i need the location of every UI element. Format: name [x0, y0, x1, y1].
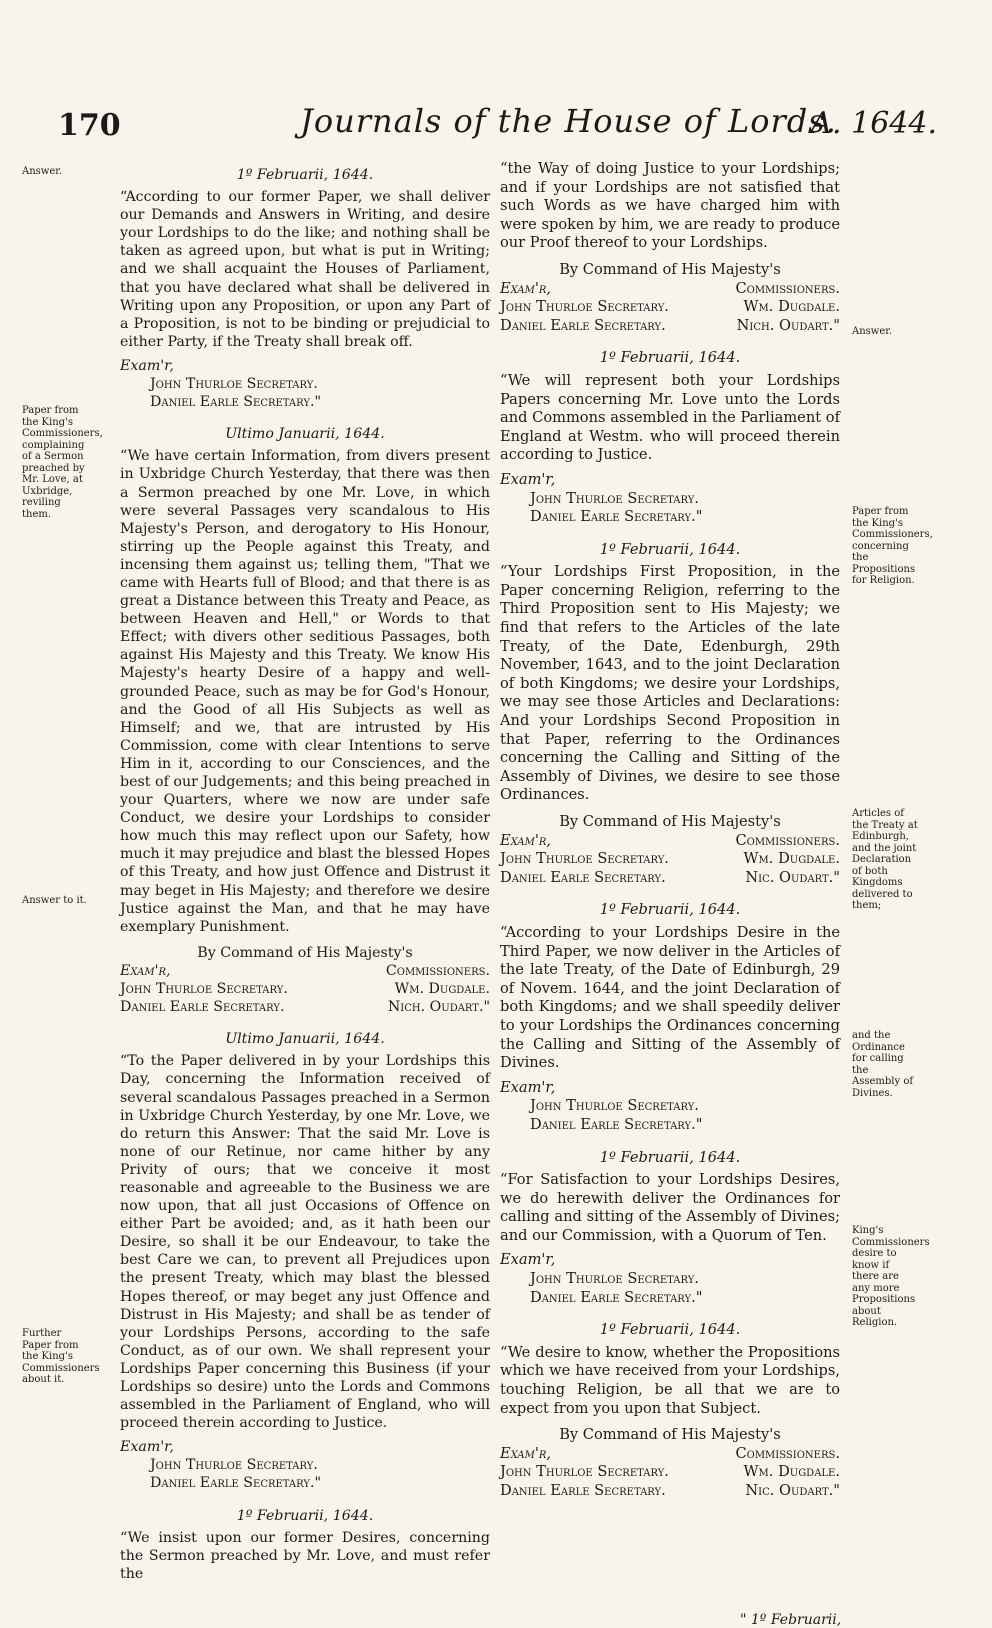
entry-text: “ the Way of doing Justice to your Lordships; and if your Lordships are not satisfied that such Words as we have charged him with were spoken by him, we are ready to produce our Proof thereof to your Lordships.: [500, 160, 840, 253]
examiner: Exam'r,: [500, 1444, 552, 1462]
signature: Daniel Earle Secretary.": [530, 1115, 703, 1133]
signature: Wm. Dugdale.: [743, 1463, 840, 1481]
commissioners: Commissioners.: [735, 1444, 840, 1462]
entry-date: 1º Februarii, 1644.: [599, 349, 741, 367]
entry: [120, 425, 490, 1016]
signature: Nich. Oudart.": [736, 316, 840, 334]
examiner-row: [120, 962, 490, 980]
page-title: Journals of the House of Lords.: [300, 102, 837, 140]
examiner-row: [500, 1445, 840, 1464]
signature: John Thurloe Secretary.: [530, 1270, 699, 1288]
entry-text: “ According to your Lordships Desire in the Third Paper, we now deliver in the Articles of the late Treaty, of the Date of Edinburgh, 29 of Novem. 1644, and the joint Declaration of both Kingdoms; and we shall speedily deliver to your Lordships the Ordinances concerning the Calling and Sitting of the Assembly of Divines.: [500, 924, 840, 1073]
margin-note: Articles of the Treaty at Edinburgh, and the joint Declaration of both Kingdoms delivered to them;: [852, 808, 918, 911]
signature: Daniel Earle Secretary.: [500, 316, 666, 334]
signature: Daniel Earle Secretary.": [530, 508, 703, 526]
entry-text: “ We have certain Information, from divers present in Uxbridge Church Yesterday, that there was then a Sermon preached by one Mr. Love, in which were several Passages very scandalous to His Majesty's Person, and derogatory to His Honour, stirring up the People against this Treaty, and incensing them against us; telling them, "That we came with Hearts full of Blood; and that there is as great a Distance between this Treaty and Peace, as between Heaven and Hell," or Words to that Effect; with divers other seditious Passages, both against His Majesty and this Treaty. We know His Majesty's hearty Desire of a happy and well-grounded Peace, such as may be for God's Honour, and the Good of all His Subjects as well as Himself; and we, that are intrusted by His Commission, come with clear Intentions to serve Him in it, according to our Consciences, and the best of our Judgements; and this being preached in your Quarters, where we now are under safe Conduct, we desire your Lordships to consider how much this may reflect upon our Safety, how much it may prejudice and blast the blessed Hopes of this Treaty, and how just Offence and Distrust it may beget in His Majesty; and therefore we desire Justice against the Man, and that he may have exemplary Punishment.: [120, 447, 490, 936]
examiner: Exam'r,: [120, 357, 174, 374]
entry-text: “ According to our former Paper, we shall deliver our Demands and Answers in Writing, and desire your Lordships to do the like; and nothing shall be taken as agreed upon, but what is put in Writing; and we shall acquaint the Houses of Parliament, that you have declared what shall be delivered in Writing upon any Proposition, or upon any Part of a Proposition, is not to be binding or prejudicial to either Party, if the Treaty shall break off.: [120, 188, 490, 351]
signature-row: [500, 1482, 840, 1501]
commissioners: Commissioners.: [735, 279, 840, 297]
catchword: " 1º Februarii,: [740, 1612, 842, 1628]
entry: [500, 541, 840, 888]
margin-note: Answer.: [22, 166, 63, 177]
margin-note: Further Paper from the King's Commissioners about it.: [22, 1328, 100, 1385]
page-number: 170: [58, 108, 121, 143]
signature: Nic. Oudart.": [745, 1482, 840, 1499]
signature: Nic. Oudart.": [745, 868, 840, 886]
signature: John Thurloe Secretary.: [150, 1457, 318, 1474]
entry-date: 1º Februarii, 1644.: [599, 1321, 741, 1339]
examiner: Exam'r,: [500, 1251, 556, 1269]
command-line: By Command of His Majesty's: [559, 813, 781, 830]
entry: [120, 1030, 490, 1492]
signature: John Thurloe Secretary.: [150, 376, 318, 393]
examiner: Exam'r,: [500, 1078, 556, 1096]
signature-row: [120, 980, 490, 998]
signature: John Thurloe Secretary.: [500, 1463, 669, 1481]
entry-date: 1º Februarii, 1644.: [599, 901, 741, 919]
signature-row: [500, 298, 840, 317]
signature: John Thurloe Secretary.: [120, 981, 288, 998]
entry-date: 1º Februarii, 1644.: [236, 1507, 374, 1524]
signature: John Thurloe Secretary.: [530, 1097, 699, 1115]
entry-text: “ Your Lordships First Proposition, in the Paper concerning Religion, referring to the Third Proposition sent to His Majesty; we find that refers to the Articles of the late Treaty, of the Date, Edenburgh, 29th November, 1643, and to the joint Declaration of both Kingdoms; we desire your Lordships, we may see those Articles and Declarations: And your Lordships Second Proposition in that Paper, referring to the Ordinances concerning the Calling and Sitting of the Assembly of Divines, we desire to see those Ordinances.: [500, 563, 840, 805]
running-header: [0, 94, 992, 143]
entry: [500, 160, 840, 335]
signature: Nich. Oudart.": [387, 999, 490, 1016]
commissioners: Commissioners.: [385, 962, 490, 979]
command-line: By Command of His Majesty's: [559, 1426, 781, 1444]
margin-note: Answer to it.: [22, 895, 87, 906]
command-line: By Command of His Majesty's: [197, 944, 413, 961]
entry-text: “ To the Paper delivered in by your Lordships this Day, concerning the Information received of several scandalous Passages preached in a Sermon in Uxbridge Church Yesterday, by one Mr. Love, we do return this Answer: That the said Mr. Love is none of our Retinue, nor came hither by any Privity of ours; that we conceive it most reasonable and agreeable to the Business we are now upon, that all just Occasions of Offence on either Part be avoided; and, as it hath been our Desire, so shall it be our Endeavour, to take the best Care we can, to prevent all Prejudices upon the present Treaty, which may blast the blessed Hopes thereof, or may beget any just Offence and Distrust in His Majesty; and shall be as tender of your Lordships Persons, according to the safe Conduct, as of our own. We shall represent your Lordships Paper concerning this Business (if your Lordships so desire) unto the Lords and Commons assembled in the Parliament of England, who will proceed therein according to Justice.: [120, 1052, 490, 1432]
entry-date: 1º Februarii, 1644.: [236, 167, 374, 183]
signature: John Thurloe Secretary.: [530, 489, 699, 507]
signature: John Thurloe Secretary.: [500, 298, 669, 316]
left-column: [120, 160, 490, 1597]
signature-row: [500, 317, 840, 336]
margin-note: Paper from the King's Commissioners, complaining of a Sermon preached by Mr. Love, at Uxbridge, reviling them.: [22, 405, 103, 520]
signature-row: [120, 998, 490, 1016]
examiner: Exam'r,: [500, 279, 552, 297]
entry: [500, 901, 840, 1134]
signature: Wm. Dugdale.: [743, 850, 840, 868]
entry-text: “ We will represent both your Lordships Papers concerning Mr. Love unto the Lords and Commons assembled in the Parliament of England at Westm. who will proceed therein according to Justice.: [500, 372, 840, 465]
signature: Daniel Earle Secretary.": [530, 1288, 703, 1306]
command-line: By Command of His Majesty's: [559, 260, 781, 278]
signature: Daniel Earle Secretary.: [120, 999, 285, 1016]
margin-note: Paper from the King's Commissioners, concerning the Propositions for Religion.: [852, 506, 933, 586]
examiner: Exam'r,: [500, 470, 556, 488]
entry: [120, 166, 490, 411]
examiner: Exam'r,: [120, 1439, 174, 1456]
entry-date: Ultimo Januarii, 1644.: [225, 1031, 385, 1048]
entry: [500, 1321, 840, 1500]
entry-text: “ We desire to know, whether the Propositions which we have received from your Lordships, touching Religion, be all that we are to expect from you upon that Subject.: [500, 1344, 840, 1418]
entry: [500, 349, 840, 526]
entry-date: 1º Februarii, 1644.: [599, 1148, 741, 1166]
margin-note: and the Ordinance for calling the Assembly of Divines.: [852, 1030, 914, 1099]
entry: [500, 1149, 840, 1308]
entry-date: 1º Februarii, 1644.: [599, 540, 741, 558]
examiner-row: [500, 832, 840, 851]
signature-row: [500, 850, 840, 869]
examiner-row: [500, 280, 840, 299]
entry-date: Ultimo Januarii, 1644.: [225, 426, 385, 443]
header-year: A. 1644.: [810, 106, 937, 141]
margin-note: Answer.: [852, 326, 893, 337]
signature: Wm. Dugdale.: [394, 981, 490, 998]
signature: Daniel Earle Secretary.": [150, 394, 322, 411]
signature: John Thurloe Secretary.: [500, 850, 669, 868]
margin-note: King's Commissioners desire to know if there are any more Propositions about Religion.: [852, 1225, 930, 1328]
signature: Wm. Dugdale.: [743, 298, 840, 316]
signature: Daniel Earle Secretary.: [500, 1482, 666, 1499]
entry-text: “ We insist upon our former Desires, concerning the Sermon preached by Mr. Love, and must refer the: [120, 1529, 490, 1583]
examiner: Exam'r,: [120, 962, 171, 979]
entry: [120, 1507, 490, 1583]
right-column: [500, 160, 840, 1515]
signature-row: [500, 1463, 840, 1482]
signature: Daniel Earle Secretary.": [150, 1475, 322, 1492]
commissioners: Commissioners.: [735, 831, 840, 849]
entry-text: “ For Satisfaction to your Lordships Desires, we do herewith deliver the Ordinances for calling and sitting of the Assembly of Divines; and our Commission, with a Quorum of Ten.: [500, 1171, 840, 1245]
signature: Daniel Earle Secretary.: [500, 868, 666, 886]
signature-row: [500, 869, 840, 888]
examiner: Exam'r,: [500, 831, 552, 849]
